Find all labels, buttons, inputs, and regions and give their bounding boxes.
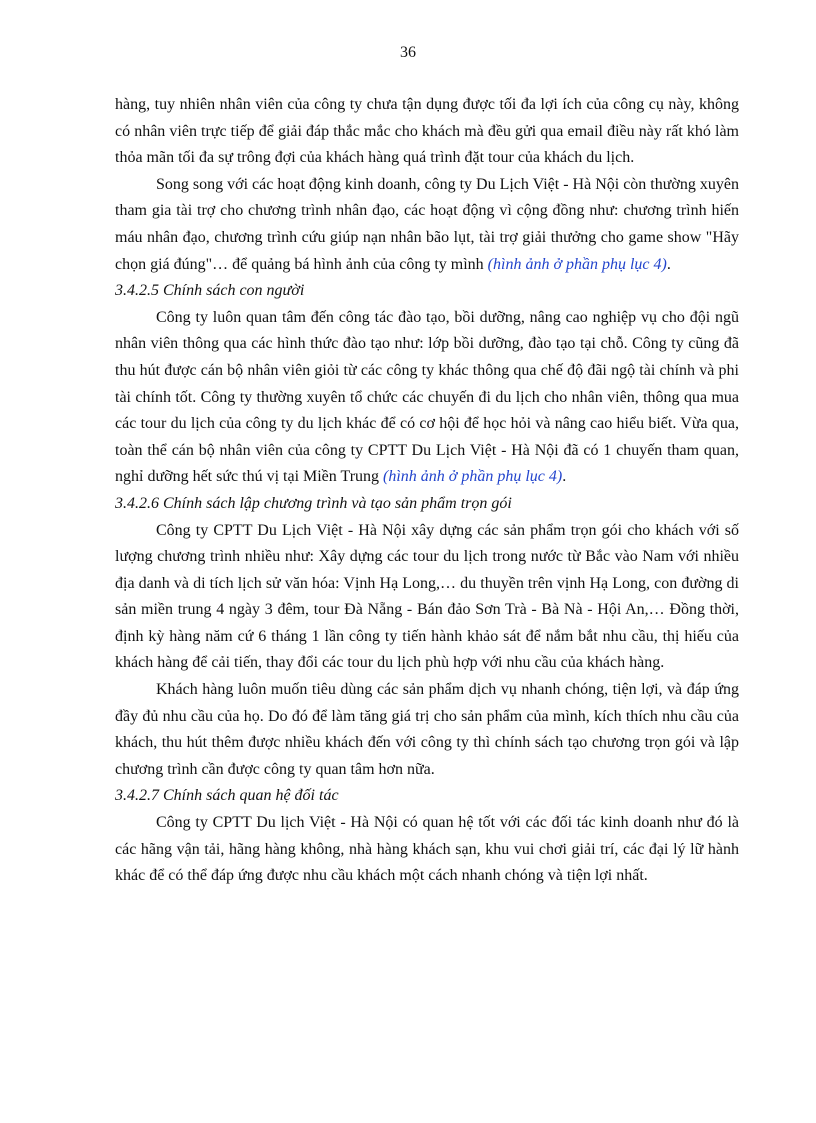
paragraph-4: Công ty CPTT Du Lịch Việt - Hà Nội xây dựng các sản phẩm trọn gói cho khách với số lượng chương trình nhiều như: Xây dựng các tour du lịch trong nước từ Bắc vào Nam với nhiều địa danh và di tích lịch sử văn hóa: Vịnh Hạ Long,… du thuyền trên vịnh Hạ Long, con đường di sản miền trung 4 ngày 3 đêm, tour Đà Nẵng - Bán đảo Sơn Trà - Bà Nà - Hội An,… Đồng thời, định kỳ hàng năm cứ 6 tháng 1 lần công ty tiến hành khảo sát để nắm bắt nhu cầu, thị hiếu của khách hàng để cải tiến, thay đổi các tour du lịch phù hợp với nhu cầu của khách hàng. <box>115 521 739 672</box>
section-heading-3-4-2-7: 3.4.2.7 Chính sách quan hệ đối tác <box>115 787 339 805</box>
paragraph-3 <box>115 305 739 491</box>
paragraph-2-text: Song song với các hoạt động kinh doanh, công ty Du Lịch Việt - Hà Nội còn thường xuyên tham gia tài trợ cho chương trình nhân đạo, các hoạt động vì cộng đồng như: chương trình hiến máu nhân đạo, chương trình cứu giúp nạn nhân bão lụt, tài trợ giải thưởng cho game show "Hãy chọn giá đúng"… để quảng bá hình ảnh của công ty mình <box>115 175 739 273</box>
paragraph-1: hàng, tuy nhiên nhân viên của công ty chưa tận dụng được tối đa lợi ích của công cụ này, không có nhân viên trực tiếp để giải đáp thắc mắc cho khách mà đều gửi qua email điều này rất khó làm thỏa mãn tối đa sự trông đợi của khách hàng quá trình đặt tour của khách du lịch. <box>115 96 739 167</box>
appendix-reference-link[interactable]: (hình ảnh ở phần phụ lục 4) <box>487 255 667 273</box>
section-heading-3-4-2-5: 3.4.2.5 Chính sách con người <box>115 282 305 300</box>
page-number: 36 <box>400 44 416 61</box>
paragraph-2 <box>115 172 739 278</box>
paragraph-2-tail: . <box>666 255 671 273</box>
paragraph-6: Công ty CPTT Du lịch Việt - Hà Nội có quan hệ tốt với các đối tác kinh doanh như đó là các hãng vận tải, hãng hàng không, nhà hàng khách sạn, khu vui chơi giải trí, các đại lý lữ hành khác để có thể đáp ứng được nhu cầu khách một cách nhanh chóng và tiện lợi nhất. <box>115 814 739 885</box>
appendix-reference-link[interactable]: (hình ảnh ở phần phụ lục 4) <box>383 468 563 486</box>
paragraph-3-tail: . <box>562 468 567 486</box>
section-heading-3-4-2-6: 3.4.2.6 Chính sách lập chương trình và tạo sản phẩm trọn gói <box>115 494 512 512</box>
paragraph-3-text: Công ty luôn quan tâm đến công tác đào tạo, bồi dưỡng, nâng cao nghiệp vụ cho đội ngũ nhân viên thông qua các hình thức đào tạo như: lớp bồi dưỡng, đào tạo tại chỗ. Công ty cũng đã thu hút được cán bộ nhân viên giỏi từ các công ty khác thông qua chế độ đãi ngộ tài chính và phi tài chính tốt. Công ty thường xuyên tổ chức các chuyến đi du lịch cho nhân viên, thông qua mua các tour du lịch của công ty du lịch khác để có cơ hội để học hỏi và nâng cao hiểu biết. Vừa qua, toàn thể cán bộ nhân viên của công ty CPTT Du Lịch Việt - Hà Nội đã có 1 chuyến tham quan, nghỉ dưỡng hết sức thú vị tại Miền Trung <box>115 308 739 486</box>
document-body <box>115 92 739 890</box>
paragraph-5: Khách hàng luôn muốn tiêu dùng các sản phẩm dịch vụ nhanh chóng, tiện lợi, và đáp ứng đầy đủ nhu cầu của họ. Do đó để làm tăng giá trị cho sản phẩm của mình, kích thích nhu cầu của khách, thu hút thêm được nhiều khách đến với công ty thì chính sách tạo chương trọn gói và lập chương trình cần được công ty quan tâm hơn nữa. <box>115 681 739 778</box>
